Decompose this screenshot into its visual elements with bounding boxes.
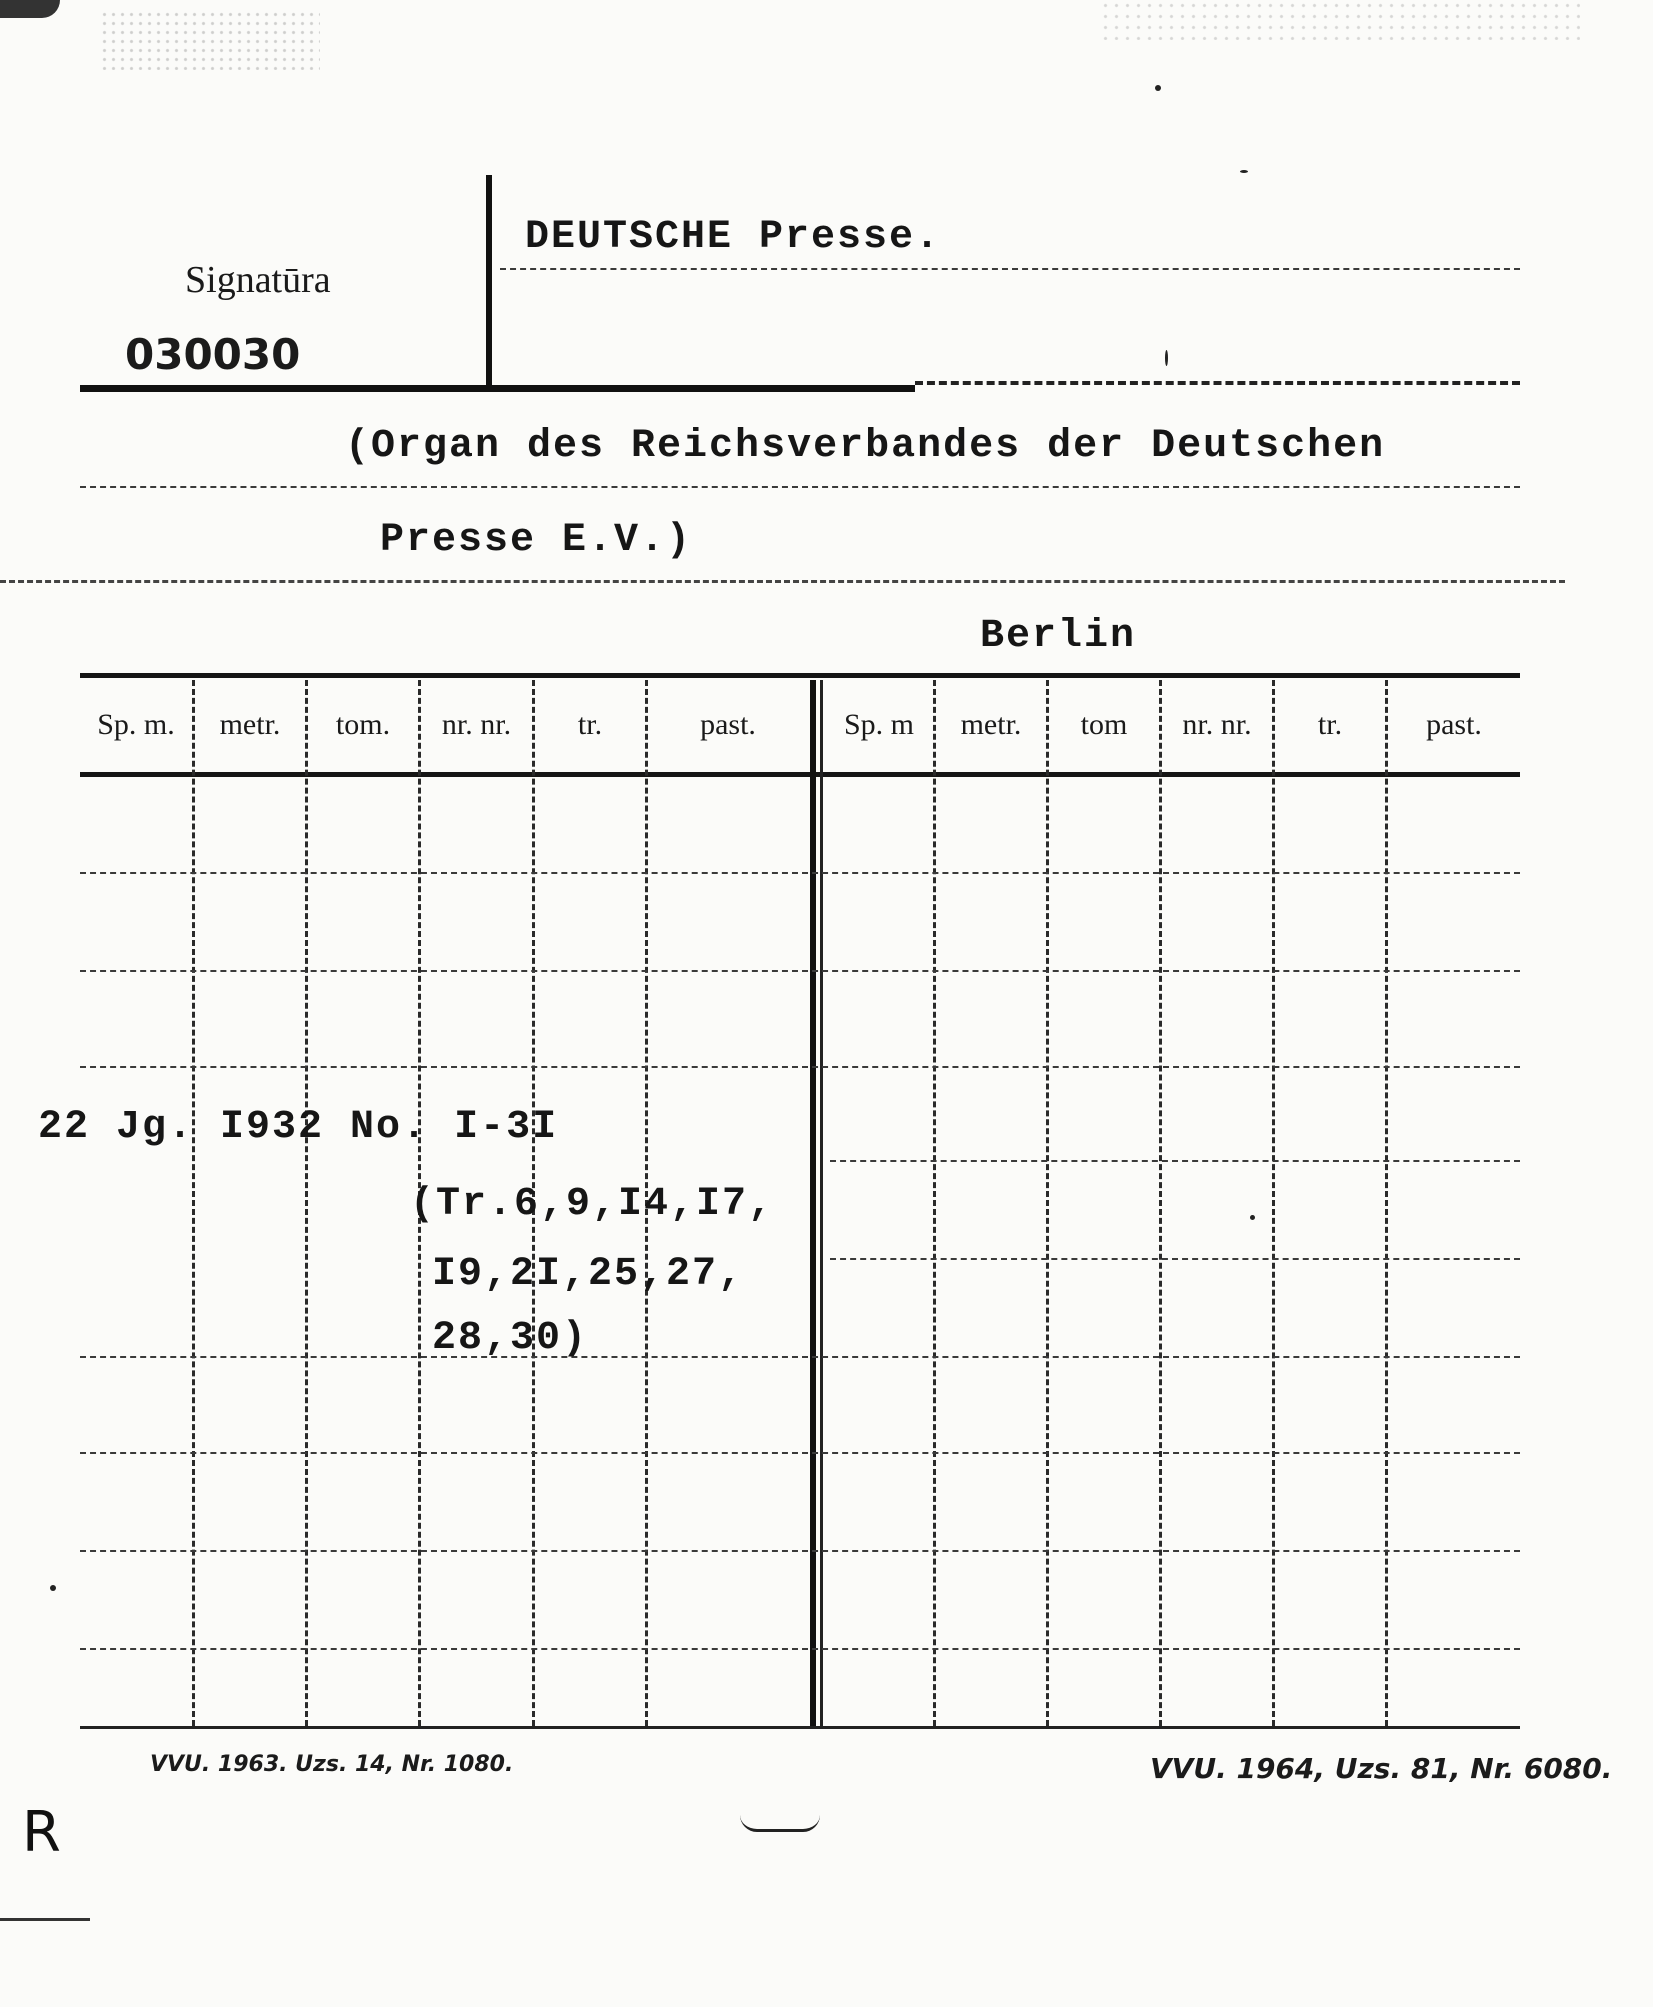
header-tr: tr.	[577, 708, 603, 741]
entry-line-1: 22 Jg. I932 No. I-3I	[38, 1105, 559, 1150]
scan-noise-top	[100, 10, 320, 70]
table-top-rule	[80, 673, 1520, 678]
row-rule	[830, 1258, 1520, 1260]
row-rule	[80, 1356, 1520, 1358]
header-metr-right: metr.	[960, 708, 1022, 741]
row-rule	[80, 1550, 1520, 1552]
scan-speck	[50, 1585, 56, 1591]
footer-note-right: VVU. 1964, Uzs. 81, Nr. 6080.	[1150, 1752, 1613, 1785]
header-past-right: past.	[1426, 708, 1482, 741]
scan-noise-top-right	[1100, 0, 1580, 40]
scan-smudge-top-left	[0, 0, 60, 18]
footer-note-left: VVU. 1963. Uzs. 14, Nr. 1080.	[150, 1752, 514, 1777]
card-title: DEUTSCHE Presse.	[525, 215, 942, 260]
header-bottom-rule	[80, 385, 915, 392]
header-tr-right: tr.	[1317, 708, 1343, 741]
header-sp-m-right: Sp. m	[843, 708, 915, 741]
header-tom-right: tom	[1080, 708, 1128, 741]
header-nr-nr-right: nr. nr.	[1182, 708, 1252, 741]
title-rule	[500, 268, 1520, 270]
row-rule	[80, 1648, 1520, 1650]
col-divider	[192, 680, 195, 1726]
row-rule	[80, 872, 1520, 874]
entry-line-2: (Tr.6,9,I4,I7,	[410, 1182, 775, 1227]
signature-number: 030030	[125, 330, 301, 379]
row-rule	[80, 970, 1520, 972]
entry-line-4: 28,30)	[432, 1316, 589, 1361]
col-divider	[1159, 680, 1162, 1726]
col-divider	[1046, 680, 1049, 1726]
subtitle-rule-1	[80, 486, 1520, 488]
entry-line-3: I9,2I,25,27,	[432, 1252, 745, 1297]
scan-speck	[1155, 85, 1161, 91]
table-bottom-rule	[80, 1726, 1520, 1729]
scan-speck	[1165, 350, 1168, 366]
row-rule	[80, 1452, 1520, 1454]
col-divider	[305, 680, 308, 1726]
scan-speck	[1240, 170, 1248, 173]
header-nr-nr: nr. nr.	[441, 708, 512, 741]
bottom-edge-stroke	[0, 1918, 90, 1921]
subtitle-line-1: (Organ des Reichsverbandes der Deutschen	[345, 424, 1386, 469]
header-past: past.	[700, 708, 756, 741]
col-divider	[1385, 680, 1388, 1726]
col-divider	[1272, 680, 1275, 1726]
header-divider	[486, 175, 492, 385]
row-rule	[80, 1066, 1520, 1068]
col-divider	[933, 680, 936, 1726]
table-center-divider-2	[820, 680, 823, 1726]
table-header-rule	[80, 772, 1520, 777]
header-tom: tom.	[335, 708, 391, 741]
header-bottom-rule-right	[915, 381, 1520, 385]
signature-label: Signatūra	[185, 259, 331, 301]
corner-letter: R	[22, 1800, 61, 1865]
subtitle-rule-2	[0, 580, 1565, 583]
header-sp-m: Sp. m.	[97, 708, 175, 741]
place-label: Berlin	[980, 614, 1137, 659]
scan-speck	[1250, 1215, 1255, 1220]
table-center-divider	[810, 680, 816, 1726]
subtitle-line-2: Presse E.V.)	[380, 518, 693, 563]
pen-stroke-mark	[740, 1815, 820, 1832]
row-rule	[830, 1160, 1520, 1162]
header-metr: metr.	[219, 708, 281, 741]
